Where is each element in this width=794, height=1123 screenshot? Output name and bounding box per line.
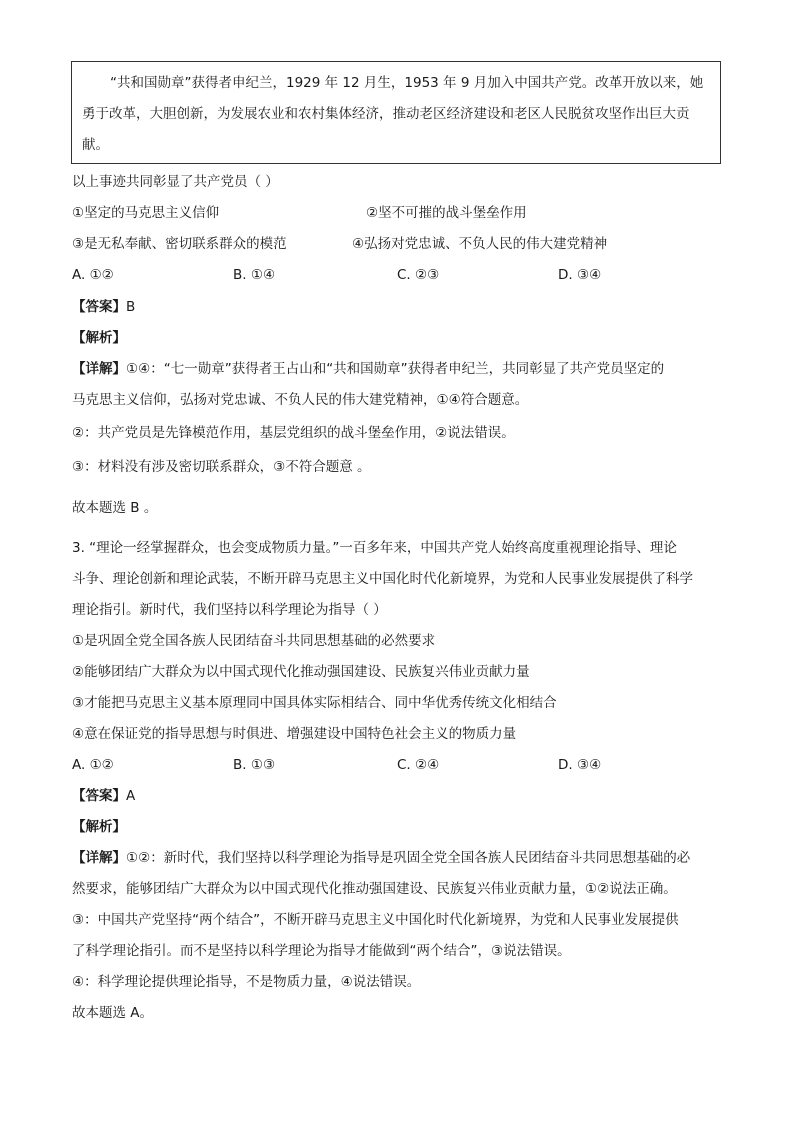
answer-tag: 【答案】 [72, 788, 126, 804]
q2-answer: B [126, 299, 136, 315]
q3-statement-4: ④意在保证党的指导思想与时俱进、增强建设中国特色社会主义的物质力量 [72, 726, 517, 742]
q3-option-b: B. ①③ [233, 757, 276, 773]
material-line-3: 献。 [82, 137, 109, 153]
q3-stem-line-2: 斗争、理论创新和理论武装，不断开辟马克思主义中国化时代化新境界，为党和人民事业发展提供了科学 [72, 571, 693, 587]
q3-statement-1: ①是巩固全党全国各族人民团结奋斗共同思想基础的必然要求 [72, 633, 436, 649]
material-box [71, 61, 721, 164]
q2-option-a: A. ①② [72, 267, 114, 283]
material-line-2: 勇于改革，大胆创新，为发展农业和农村集体经济，推动老区经济建设和老区人民脱贫攻坚作出巨大贡 [82, 106, 690, 122]
q2-stem: 以上事迹共同彰显了共产党员（ ） [72, 174, 279, 190]
q3-option-d: D. ③④ [558, 757, 602, 773]
q2-detail-line-4: ③：材料没有涉及密切联系群众，③不符合题意 。 [72, 459, 371, 475]
q2-detail-line-3: ②：共产党员是先锋模范作用，基层党组织的战斗堡垒作用，②说法错误。 [72, 425, 515, 441]
q3-detail-line-2: 然要求，能够团结广大群众为以中国式现代化推动强国建设、民族复兴伟业贡献力量，①②说法正确。 [72, 881, 677, 897]
q2-statement-4: ④弘扬对党忠诚、不负人民的伟大建党精神 [352, 236, 608, 252]
q2-option-b: B. ①④ [233, 267, 276, 283]
q3-option-a: A. ①② [72, 757, 114, 773]
q3-detail-line-1 [72, 848, 690, 868]
q2-detail-text-1: ①④：“七一勋章”获得者王占山和“共和国勋章”获得者申纪兰，共同彰显了共产党员坚定的 [126, 361, 665, 377]
q3-stem-line-1: 3. “理论一经掌握群众，也会变成物质力量。”一百多年来，中国共产党人始终高度重视理论指导、理论 [72, 540, 677, 556]
q2-detail-line-2: 马克思主义信仰，弘扬对党忠诚、不负人民的伟大建党精神，①④符合题意。 [72, 392, 529, 408]
q2-conclusion: 故本题选 B 。 [72, 500, 158, 516]
q3-detail-line-3: ③：中国共产党坚持“两个结合”，不断开辟马克思主义中国化时代化新境界，为党和人民事业发展提供 [72, 912, 679, 928]
q3-conclusion: 故本题选 A。 [72, 1005, 154, 1021]
q2-option-d: D. ③④ [558, 267, 602, 283]
q3-answer-row [72, 786, 135, 806]
answer-tag: 【答案】 [72, 299, 126, 315]
detail-tag: 【详解】 [72, 850, 126, 866]
q3-answer: A [126, 788, 136, 804]
q3-detail-line-4: 了科学理论指引。而不是坚持以科学理论为指导才能做到“两个结合”，③说法错误。 [72, 943, 571, 959]
material-line-1: “共和国勋章”获得者申纪兰，1929 年 12 月生，1953 年 9 月加入中国共产党。改革开放以来，她 [110, 75, 704, 91]
q3-detail-line-5: ④：科学理论提供理论指导，不是物质力量，④说法错误。 [72, 974, 421, 990]
q2-analysis-tag: 【解析】 [72, 330, 126, 346]
detail-tag: 【详解】 [72, 361, 126, 377]
q2-statement-2: ②坚不可摧的战斗堡垒作用 [366, 205, 527, 221]
q3-statement-2: ②能够团结广大群众为以中国式现代化推动强国建设、民族复兴伟业贡献力量 [72, 664, 530, 680]
q3-analysis-tag: 【解析】 [72, 819, 126, 835]
q3-statement-3: ③才能把马克思主义基本原理同中国具体实际相结合、同中华优秀传统文化相结合 [72, 695, 557, 711]
q2-detail-line-1 [72, 359, 664, 379]
q3-option-c: C. ②④ [397, 757, 440, 773]
q3-detail-text-1: ①②：新时代，我们坚持以科学理论为指导是巩固全党全国各族人民团结奋斗共同思想基础的必 [126, 850, 691, 866]
q3-stem-line-3: 理论指引。新时代，我们坚持以科学理论为指导（ ） [72, 602, 387, 618]
q2-answer-row [72, 297, 135, 317]
q2-statement-3: ③是无私奉献、密切联系群众的模范 [72, 236, 287, 252]
q2-statement-1: ①坚定的马克思主义信仰 [72, 205, 220, 221]
q2-option-c: C. ②③ [397, 267, 440, 283]
